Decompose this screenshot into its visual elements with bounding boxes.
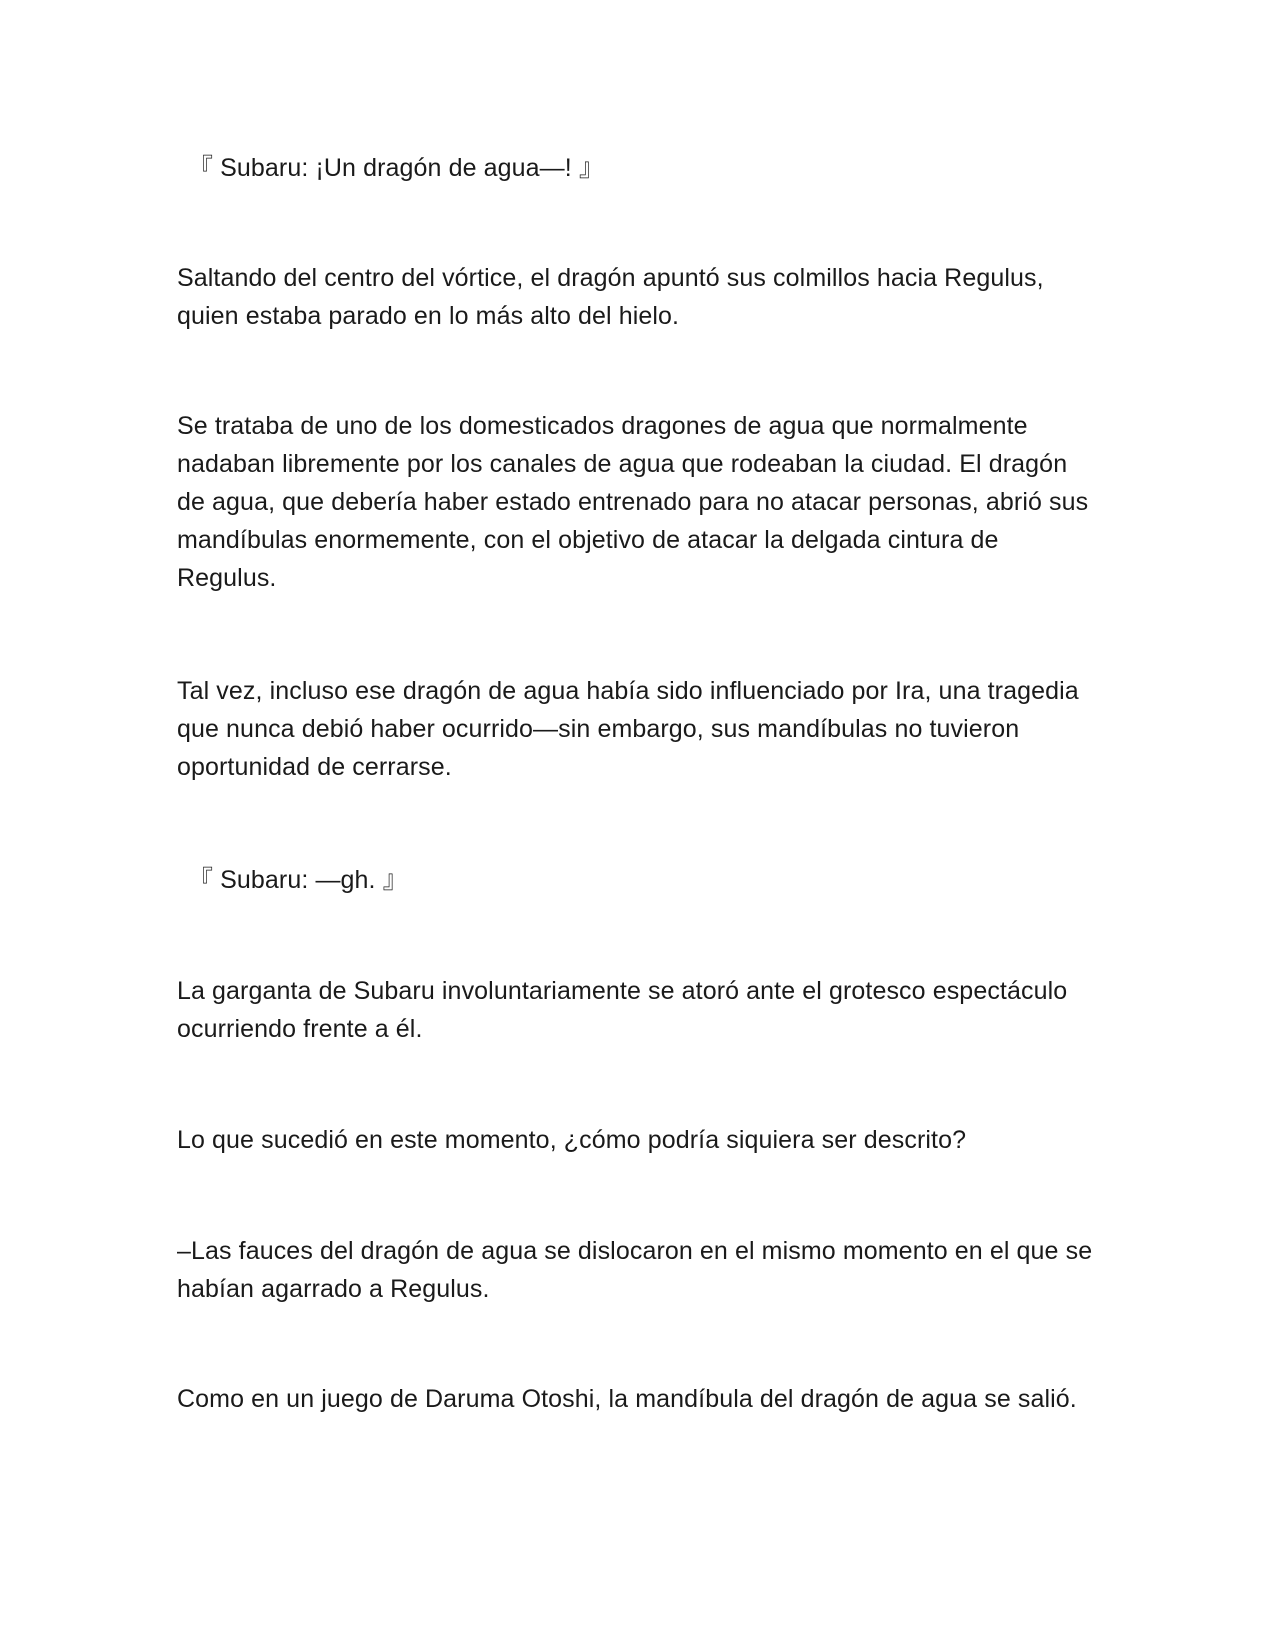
paragraph: Se trataba de uno de los domesticados dragones de agua que normalmente nadaban libremente por los canales de agua que rodeaban la ciudad. El dragón de agua, que debería haber estado entrenado para no atacar personas, abrió sus mandíbulas enormemente, con el objetivo de atacar la delgada cintura de Regulus. <box>177 412 1089 592</box>
paragraph: Saltando del centro del vórtice, el dragón apuntó sus colmillos hacia Regulus, quien estaba parado en lo más alto del hielo. <box>177 264 1044 330</box>
paragraph: Lo que sucedió en este momento, ¿cómo podría siquiera ser descrito? <box>177 1126 967 1154</box>
paragraph: –Las fauces del dragón de agua se dislocaron en el mismo momento en el que se habían agarrado a Regulus. <box>177 1237 1093 1303</box>
paragraph: La garganta de Subaru involuntariamente se atoró ante el grotesco espectáculo ocurriendo frente a él. <box>177 977 1068 1043</box>
dialogue-line: 『 Subaru: —gh. 』 <box>188 866 408 894</box>
paragraph: Tal vez, incluso ese dragón de agua había sido influenciado por Ira, una tragedia que nunca debió haber ocurrido—sin embargo, sus mandíbulas no tuvieron oportunidad de cerrarse. <box>177 677 1079 781</box>
paragraph: Como en un juego de Daruma Otoshi, la mandíbula del dragón de agua se salió. <box>177 1385 1077 1413</box>
dialogue-line: 『 Subaru: ¡Un dragón de agua—! 』 <box>188 154 604 182</box>
